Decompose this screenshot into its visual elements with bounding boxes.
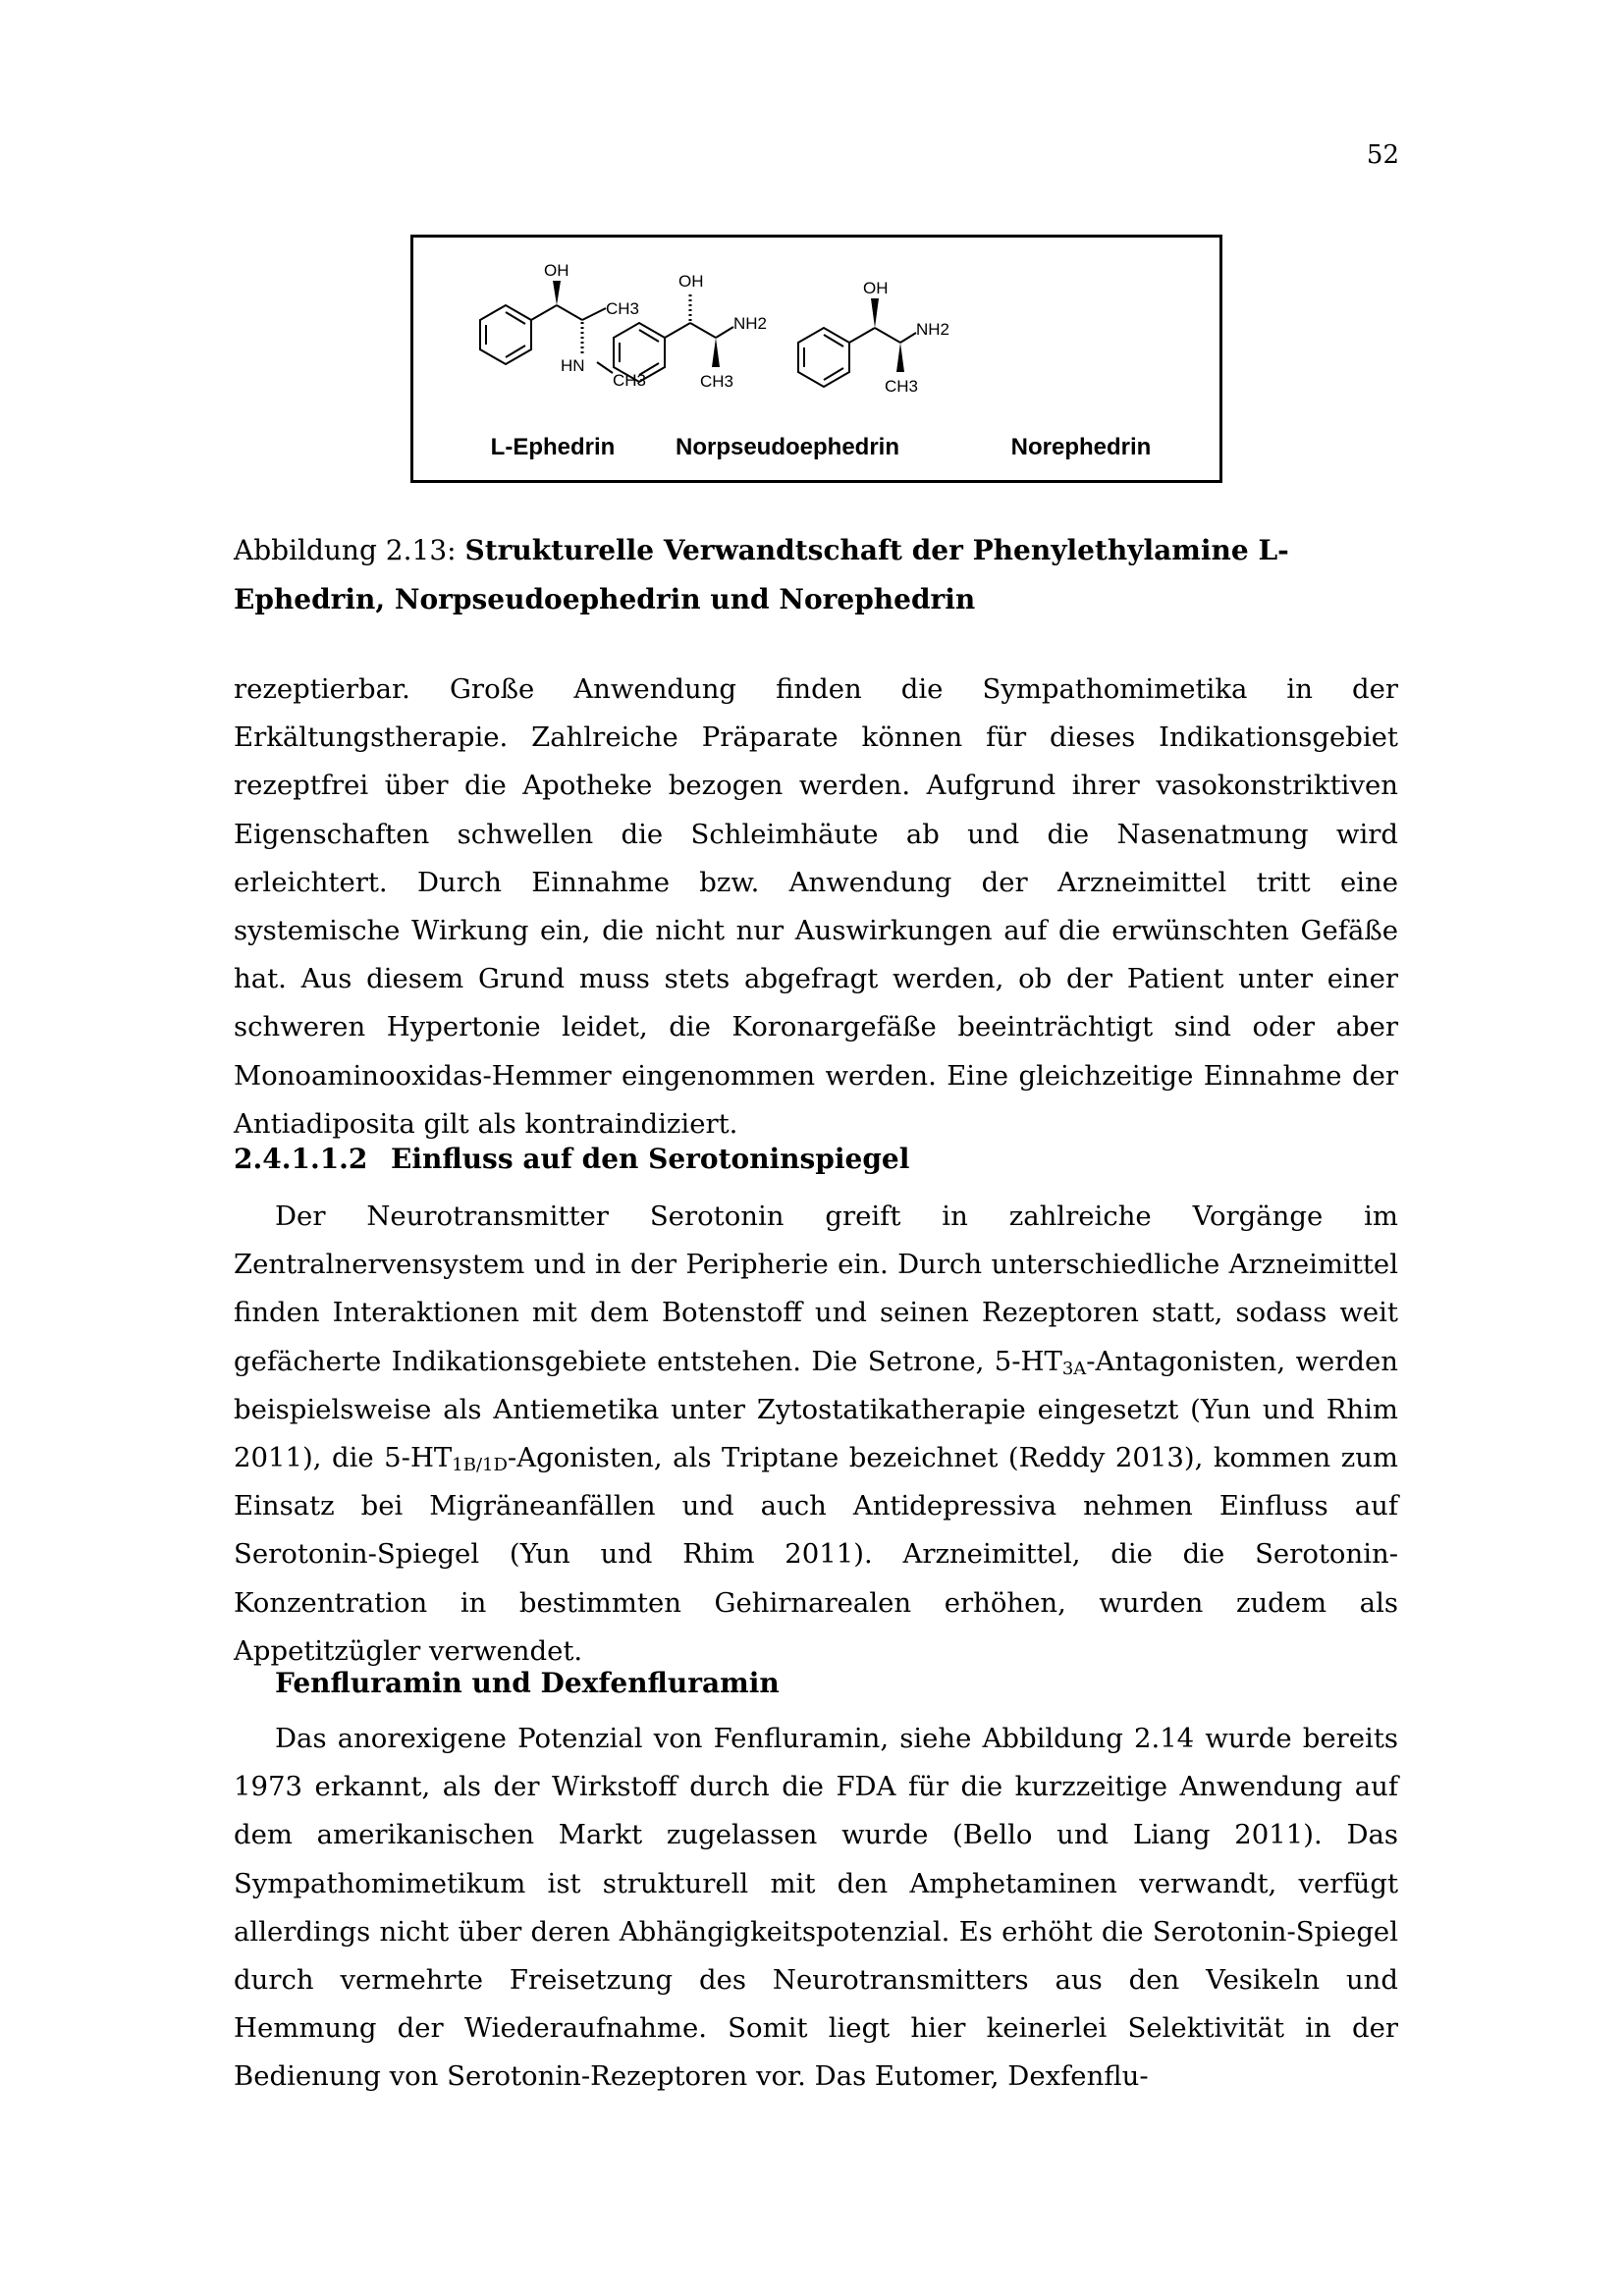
l-ephedrin-ch3-top: CH3 (606, 299, 640, 318)
molecule-name-l-ephedrin: L-Ephedrin (490, 434, 616, 460)
paragraph-2-part3: -Agonisten, als Triptane bezeichnet (Reddy 2013), kommen zum Einsatz bei Migräneanfällen und auch Antidepressiva nehmen Einfluss auf Serotonin-Spiegel (Yun und Rhim 2011). Arzneimittel, die die Serotonin-Konzentration in bestimmten Gehirnarealen erhöhen, wurden zudem als Appetitzügler verwendet. (234, 1442, 1398, 1667)
figure-structures (410, 235, 1222, 483)
norpseudoephedrin-ch3: CH3 (700, 372, 734, 391)
benzene-ring-3 (798, 328, 849, 387)
wedge-1 (553, 281, 561, 305)
section-number: 2.4.1.1.2 (234, 1143, 368, 1175)
paragraph-2-part2: -Antagonisten, werden beispielsweise als Antiemetika unter Zytostatikatherapie eingesetzt (Yun und Rhim 2011), die 5-HT (234, 1345, 1399, 1474)
paragraph-1: rezeptierbar. Große Anwendung finden die Sympathomimetika in der Erkältungstherapie. Zahlreiche Präparate können für dieses Indikationsgebiet rezeptfrei über die Apotheke bezogen werden. Aufgrund ihrer vasokonstriktiven Eigenschaften schwellen die Schleimhäute ab und die Nasenatmung wird erleichtert. Durch Einnahme bzw. Anwendung der Arzneimittel tritt eine systemische Wirkung ein, die nicht nur Auswirkungen auf die erwünschten Gefäße hat. Aus diesem Grund muss stets abgefragt werden, ob der Patient unter einer schweren Hypertonie leidet, die Koronargefäße beeinträchtigt sind oder aber Monoaminooxidas-Hemmer eingenommen werden. Eine gleichzeitige Einnahme der Antiadiposita gilt als kontraindiziert. (234, 673, 1398, 1140)
l-ephedrin-ch3-bottom: CH3 (613, 371, 647, 390)
l-ephedrin-oh: OH (544, 261, 569, 280)
benzene-ring-1 (480, 305, 531, 364)
wedge-3a (871, 298, 879, 328)
norpseudoephedrin-nh2: NH2 (733, 314, 768, 333)
molecule-name-norephedrin: Norephedrin (1010, 434, 1152, 460)
l-ephedrin-hn: HN (561, 356, 585, 375)
molecule-name-norpseudoephedrin: Norpseudoephedrin (675, 434, 900, 460)
norephedrin-nh2: NH2 (916, 320, 950, 339)
paragraph-2 (234, 1193, 1398, 1676)
wedge-2 (712, 338, 720, 367)
page-number: 52 (1366, 140, 1399, 170)
caption-label: Abbildung 2.13: (234, 534, 457, 566)
wedge-3b (896, 343, 904, 372)
paragraph-2-part1: Der Neurotransmitter Serotonin greift in zahlreiche Vorgänge im Zentralnervensystem und in der Peripherie ein. Durch unterschiedliche Arzneimittel finden Interaktionen mit dem Botenstoff und seinen Rezeptoren statt, sodass weit gefächerte Indikationsgebiete entstehen. Die Setrone, 5-HT (234, 1201, 1398, 1377)
section-title: Einfluss auf den Serotoninspiegel (391, 1143, 910, 1175)
caption-text: Strukturelle Verwandtschaft der Phenylethylamine L-Ephedrin, Norpseudoephedrin und Norephedrin (234, 534, 1289, 615)
section-heading (234, 1143, 909, 1175)
paragraph-2-sub2: 1B/1D (452, 1455, 508, 1476)
norephedrin-ch3: CH3 (885, 377, 919, 396)
subheading: Fenfluramin und Dexfenfluramin (275, 1667, 780, 1699)
molecule-l-ephedrin (480, 305, 613, 373)
norpseudoephedrin-oh: OH (678, 272, 704, 291)
norephedrin-oh: OH (863, 279, 889, 297)
paragraph-3: Das anorexigene Potenzial von Fenfluramin, siehe Abbildung 2.14 wurde bereits 1973 erkannt, als der Wirkstoff durch die FDA für die kurzzeitige Anwendung auf dem amerikanischen Markt zugelassen wurde (Bello und Liang 2011). Das Sympathomimetikum ist strukturell mit den Amphetaminen verwandt, verfügt allerdings nicht über deren Abhängigkeitspotenzial. Es erhöht die Serotonin-Spiegel durch vermehrte Freisetzung des Neurotransmitters aus den Vesikeln und Hemmung der Wiederaufnahme. Somit liegt hier keinerlei Selektivität in der Bedienung von Serotonin-Rezeptoren vor. Das Eutomer, Dexfenflu- (234, 1723, 1398, 2093)
figure-caption (234, 526, 1398, 624)
paragraph-2-sub1: 3A (1061, 1358, 1087, 1379)
